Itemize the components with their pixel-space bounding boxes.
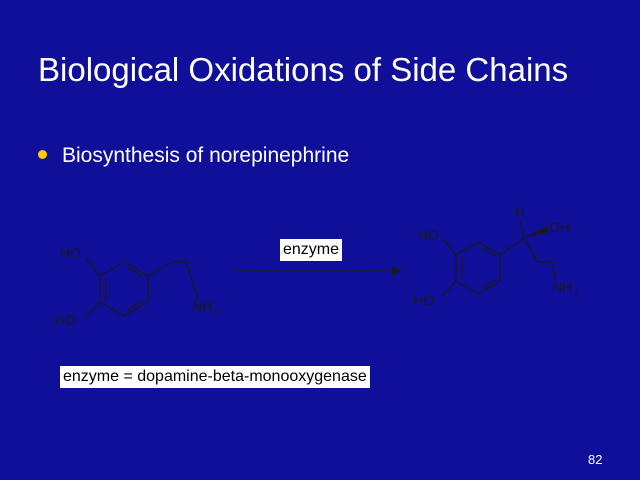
dopamine-structure [86, 258, 198, 316]
norepinephrine-side-chain-2 [524, 238, 538, 262]
dopamine-ho-bottom-label: HO [55, 312, 76, 328]
enzyme-label: enzyme [280, 239, 342, 261]
reaction-arrow-head-icon [392, 267, 402, 275]
norepinephrine-bond-ho-top [444, 240, 456, 255]
reaction-arrow [234, 267, 402, 275]
bullet-text: Biosynthesis of norepinephrine [62, 144, 350, 167]
dopamine-nh-label: NH [192, 298, 213, 314]
norepinephrine-h-label: H [515, 204, 526, 220]
norepinephrine-nh-label: NH [552, 279, 573, 295]
norepinephrine-inner-bond-3 [482, 280, 495, 288]
dopamine-side-chain-3 [186, 262, 198, 300]
page-number: 82 [588, 452, 603, 467]
norepinephrine-oh-label: OH [549, 219, 570, 235]
norepinephrine-side-chain-4 [552, 262, 556, 280]
dopamine-nh-subscript: 2 [214, 308, 219, 317]
norepinephrine-ho-top-label: HO [418, 227, 439, 243]
enzyme-definition: enzyme = dopamine-beta-monooxygenase [60, 366, 370, 388]
dopamine-ho-top-label: HO [60, 245, 81, 261]
norepinephrine-wedge-bond [524, 226, 549, 238]
norepinephrine-inner-bond-1 [482, 248, 495, 256]
dopamine-benzene-ring [100, 262, 148, 316]
norepinephrine-bond-h [520, 220, 524, 238]
norepinephrine-nh-subscript: 2 [574, 289, 579, 298]
norepinephrine-ho-bottom-label: HO [413, 292, 434, 308]
dopamine-side-chain-1 [148, 262, 172, 276]
dopamine-bond-ho-top [86, 258, 100, 276]
slide-title: Biological Oxidations of Side Chains [38, 51, 569, 88]
norepinephrine-bond-ho-bottom [442, 281, 456, 296]
norepinephrine-side-chain-1 [500, 238, 524, 255]
dopamine-bond-ho-bottom [86, 302, 100, 316]
